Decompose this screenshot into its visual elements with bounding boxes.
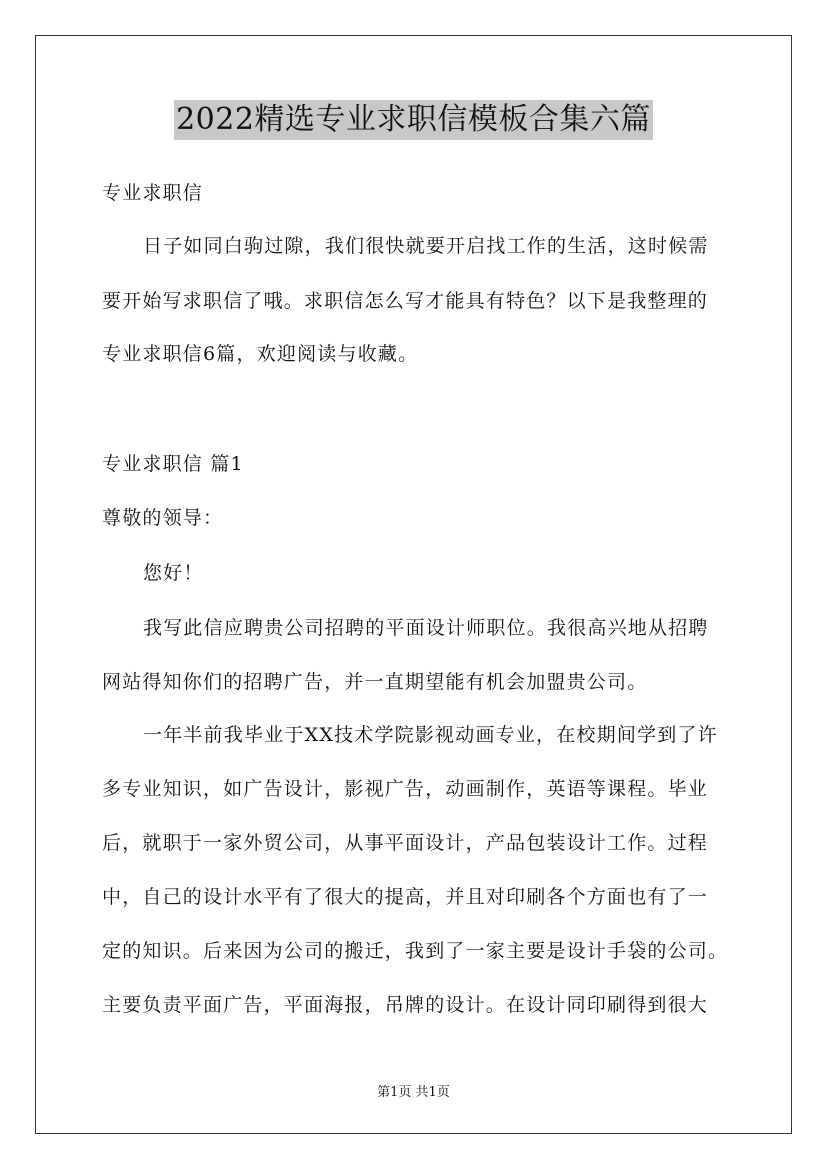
paragraph-line: 多专业知识，如广告设计，影视广告，动画制作，英语等课程。毕业 [102, 778, 709, 800]
paragraph-line: 网站得知你们的招聘广告，并一直期望能有机会加盟贵公司。 [102, 671, 648, 693]
paragraph-line: 要开始写求职信了哦。求职信怎么写才能具有特色？以下是我整理的 [102, 290, 709, 312]
greeting: 您好！ [143, 562, 204, 584]
title-container [0, 100, 827, 140]
paragraph-line: 主要负责平面广告，平面海报，吊牌的设计。在设计同印刷得到很大 [102, 994, 709, 1016]
paragraph-line: 专业求职信6篇，欢迎阅读与收藏。 [102, 343, 419, 365]
paragraph-line: 日子如同白驹过隙，我们很快就要开启找工作的生活，这时候需 [143, 235, 709, 257]
paragraph-line: 一年半前我毕业于XX技术学院影视动画专业，在校期间学到了许 [143, 724, 718, 746]
paragraph-line: 中，自己的设计水平有了很大的提高，并且对印刷各个方面也有了一 [102, 886, 709, 908]
document-title: 2022精选专业求职信模板合集六篇 [174, 100, 653, 140]
paragraph-line: 我写此信应聘贵公司招聘的平面设计师职位。我很高兴地从招聘 [143, 617, 709, 639]
salutation: 尊敬的领导： [102, 507, 224, 529]
section-heading: 专业求职信 篇1 [102, 453, 244, 475]
page-footer: 第1页 共1页 [377, 1085, 450, 1100]
paragraph-line: 定的知识。后来因为公司的搬迁，我到了一家主要是设计手袋的公司。 [102, 940, 729, 962]
section-heading: 专业求职信 [102, 182, 204, 204]
paragraph-line: 后，就职于一家外贸公司，从事平面设计，产品包装设计工作。过程 [102, 832, 709, 854]
